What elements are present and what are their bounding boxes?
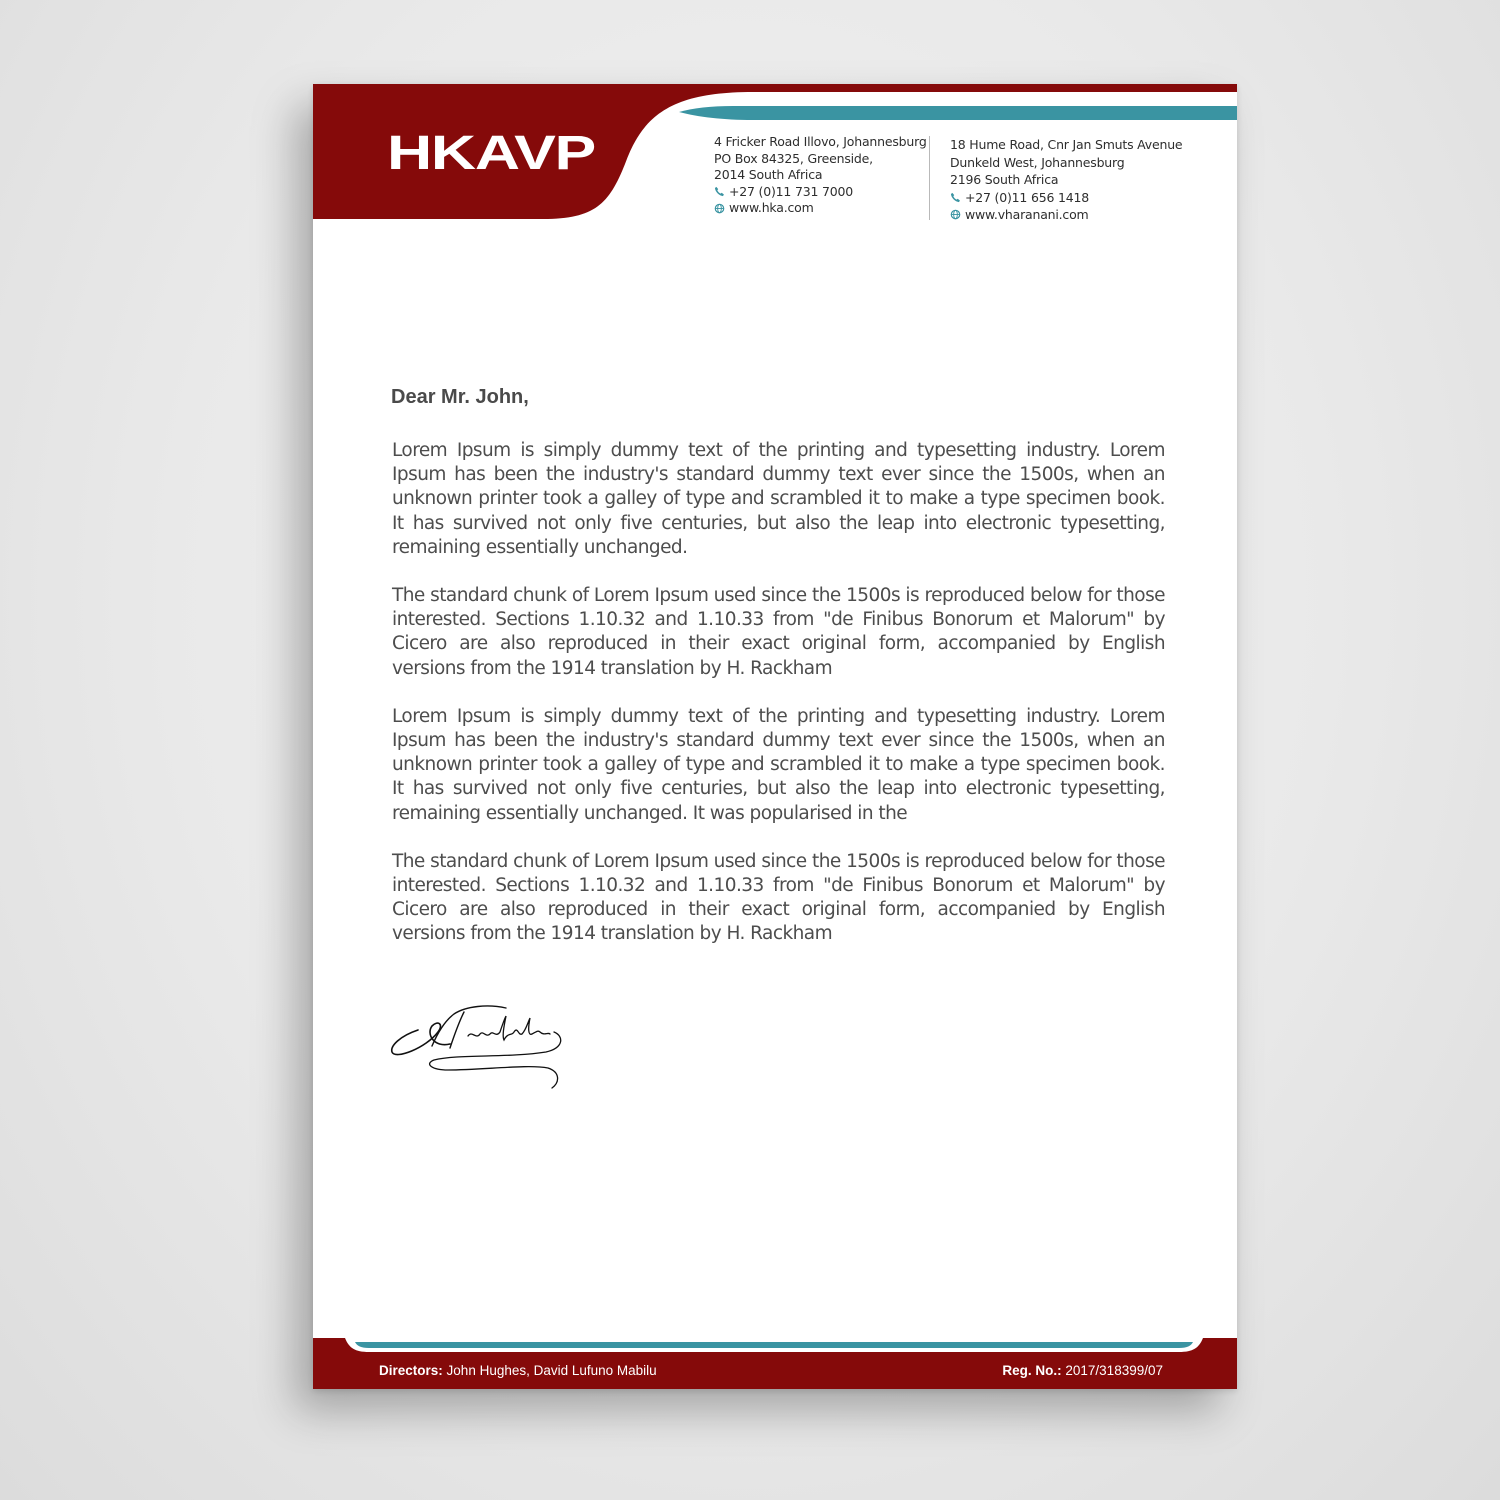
phone-icon <box>714 186 725 197</box>
globe-icon <box>950 209 961 220</box>
footer-directors <box>379 1363 657 1378</box>
office-2-address-line: 2196 South Africa <box>950 172 1059 187</box>
footer-registration <box>1002 1363 1163 1378</box>
footer-banner <box>313 1330 1237 1389</box>
body-paragraph: The standard chunk of Lorem Ipsum used since the 1500s is reproduced below for those interested. Sections 1.10.32 and 1.10.33 from "de Finibus Bonorum et Malorum" by Cicero are also reproduced in their exact original form, accompanied by English versions from the 1914 translation by H. Rackham <box>392 585 1165 679</box>
office-1-address-line: 2014 South Africa <box>714 167 823 182</box>
company-logo <box>387 126 599 172</box>
reg-number: 2017/318399/07 <box>1065 1363 1163 1378</box>
office-1-website[interactable]: www.hka.com <box>729 200 814 215</box>
logo-text: HKAVP <box>387 127 595 172</box>
salutation: Dear Mr. John, <box>391 386 529 408</box>
office-2-contact <box>950 136 1182 224</box>
office-1-address-line: PO Box 84325, Greenside, <box>714 150 873 166</box>
office-2-website[interactable]: www.vharanani.com <box>965 207 1089 222</box>
signature <box>388 1002 568 1094</box>
letter-body <box>392 439 1165 971</box>
office-2-phone-row <box>950 189 1182 207</box>
office-2-web-row <box>950 206 1182 224</box>
office-1-contact <box>714 134 927 217</box>
directors-label: Directors: <box>379 1363 443 1378</box>
office-1-phone-row <box>714 184 927 201</box>
office-1-phone: +27 (0)11 731 7000 <box>729 183 853 199</box>
office-2-address-line: 18 Hume Road, Cnr Jan Smuts Avenue <box>950 137 1183 152</box>
directors-names: John Hughes, David Lufuno Mabilu <box>446 1363 657 1378</box>
office-2-address-line: Dunkeld West, Johannesburg <box>950 154 1125 170</box>
office-1-web-row <box>714 200 927 217</box>
contact-divider <box>929 136 930 220</box>
letterhead-page <box>313 84 1237 1389</box>
office-2-phone: +27 (0)11 656 1418 <box>965 189 1089 205</box>
body-paragraph: Lorem Ipsum is simply dummy text of the printing and typesetting industry. Lorem Ipsum has been the industry's standard dummy text ever since the 1500s, when an unknown printer took a galley of type and scrambled it to make a type specimen book. It has survived not only five centuries, but also the leap into electronic typesetting, remaining essentially unchanged. <box>392 440 1165 558</box>
reg-label: Reg. No.: <box>1002 1363 1062 1378</box>
globe-icon <box>714 203 725 214</box>
phone-icon <box>950 192 961 203</box>
office-1-address-line: 4 Fricker Road Illovo, Johannesburg <box>714 134 927 149</box>
body-paragraph: Lorem Ipsum is simply dummy text of the printing and typesetting industry. Lorem Ipsum has been the industry's standard dummy text ever since the 1500s, when an unknown printer took a galley of type and scrambled it to make a type specimen book. It has survived not only five centuries, but also the leap into electronic typesetting, remaining essentially unchanged. It was popularised in the <box>392 705 1165 824</box>
body-paragraph: The standard chunk of Lorem Ipsum used since the 1500s is reproduced below for those interested. Sections 1.10.32 and 1.10.33 from "de Finibus Bonorum et Malorum" by Cicero are also reproduced in their exact original form, accompanied by English versions from the 1914 translation by H. Rackham <box>392 850 1165 945</box>
